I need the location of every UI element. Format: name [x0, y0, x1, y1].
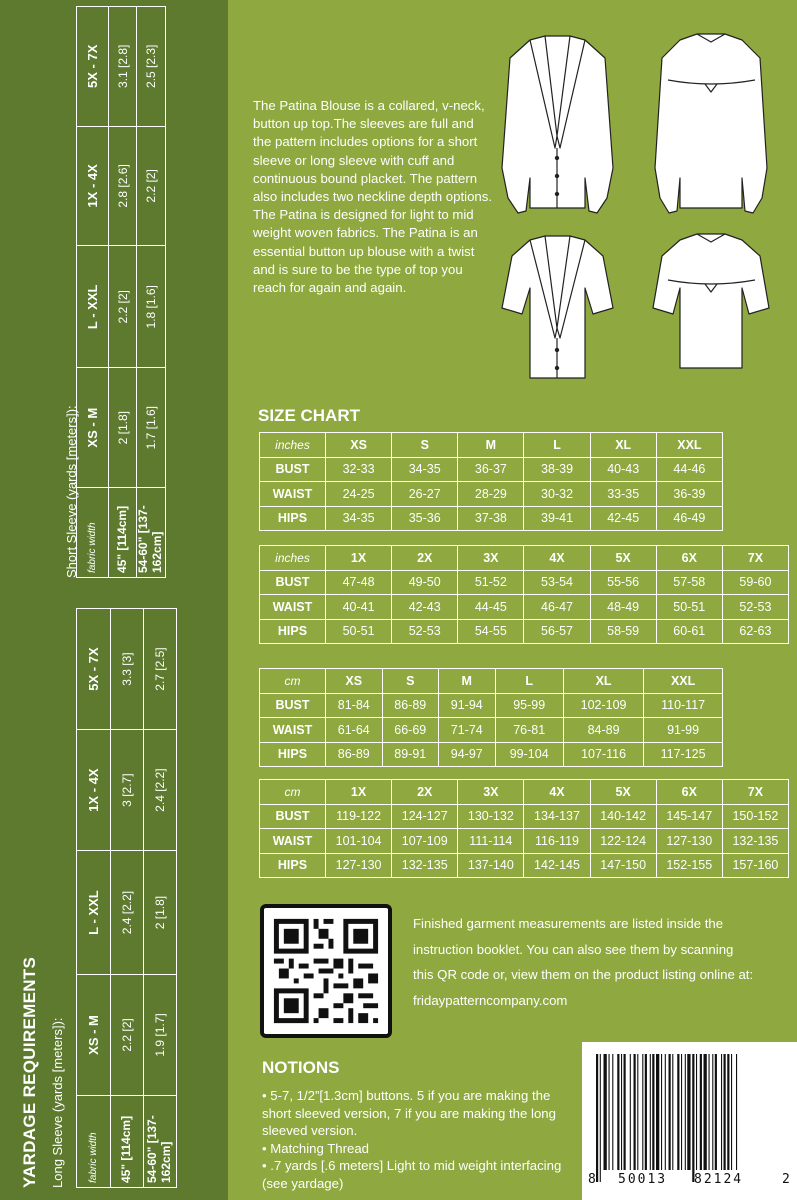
- size-cell: 40-43: [590, 457, 656, 482]
- size-cell: 137-140: [458, 853, 524, 878]
- yardage-cell: 2.2 [2]: [109, 246, 137, 368]
- short-sleeve-front-illustration: [502, 236, 613, 378]
- size-cell: 44-45: [458, 595, 524, 620]
- row-label: BUST: [260, 693, 326, 718]
- size-cell: 152-155: [656, 853, 722, 878]
- qr-code[interactable]: [260, 904, 392, 1038]
- barcode-bar: [724, 1054, 726, 1170]
- size-cell: 34-35: [326, 506, 392, 531]
- size-chart-title: SIZE CHART: [258, 406, 360, 425]
- barcode-bar: [712, 1054, 713, 1170]
- measurements-note-line: this QR code or, view them on the product listing online at:: [413, 967, 754, 982]
- row-label: WAIST: [260, 595, 326, 620]
- barcode-bar: [642, 1054, 643, 1170]
- size-cell: 111-114: [458, 829, 524, 854]
- yardage-panel: [0, 0, 228, 1200]
- barcode-bar: [696, 1054, 697, 1170]
- size-cell: 81-84: [326, 693, 383, 718]
- row-label: 54-60" [137-162cm]: [137, 488, 166, 578]
- yardage-cell: 2.2 [2]: [137, 126, 166, 246]
- size-cell: 59-60: [722, 570, 788, 595]
- size-cell: 38-39: [524, 457, 590, 482]
- long-sleeve-front-illustration: [502, 36, 613, 213]
- size-header: M: [439, 669, 496, 694]
- notions-list: [262, 1087, 572, 1192]
- row-label: WAIST: [260, 482, 326, 507]
- size-cell: 52-53: [392, 619, 458, 644]
- barcode-bar: [736, 1054, 737, 1170]
- measurements-note-line: Finished garment measurements are listed inside the: [413, 916, 724, 931]
- unit-label: cm: [260, 780, 326, 805]
- unit-label: inches: [260, 546, 326, 571]
- barcode-digit: 2: [782, 1172, 790, 1187]
- size-cell: 50-51: [656, 595, 722, 620]
- size-header: 5X - 7X: [77, 609, 111, 730]
- row-label: BUST: [260, 570, 326, 595]
- barcode-bar: [624, 1054, 626, 1170]
- size-cell: 132-135: [392, 853, 458, 878]
- size-header: XXL: [644, 669, 723, 694]
- barcode-bar: [604, 1054, 607, 1170]
- size-table-cm-standard: [259, 668, 723, 767]
- size-header: 4X: [524, 780, 590, 805]
- yardage-cell: 2.4 [2.2]: [144, 730, 177, 851]
- barcode-bar: [617, 1054, 619, 1170]
- barcode-bar: [645, 1054, 647, 1170]
- size-cell: 140-142: [590, 804, 656, 829]
- barcode-digit: 82124: [694, 1172, 744, 1187]
- size-cell: 66-69: [382, 718, 439, 743]
- size-cell: 24-25: [326, 482, 392, 507]
- barcode-bar: [669, 1054, 671, 1170]
- barcode-bar: [600, 1054, 601, 1182]
- barcode-bar: [721, 1054, 722, 1170]
- size-cell: 56-57: [524, 619, 590, 644]
- barcode-bar: [634, 1054, 636, 1170]
- barcode-bar: [612, 1054, 613, 1170]
- size-cell: 42-43: [392, 595, 458, 620]
- size-cell: 150-152: [722, 804, 788, 829]
- barcode-bar: [685, 1054, 686, 1170]
- size-cell: 26-27: [392, 482, 458, 507]
- size-header: 6X: [656, 780, 722, 805]
- barcode-digit: 50013: [618, 1172, 668, 1187]
- long-sleeve-label: Long Sleeve (yards [meters]):: [50, 1017, 65, 1188]
- size-cell: 86-89: [382, 693, 439, 718]
- size-cell: 32-33: [326, 457, 392, 482]
- short-sleeve-label: Short Sleeve (yards [meters]):: [64, 405, 79, 578]
- yardage-cell: 3 [2.7]: [111, 730, 144, 851]
- size-cell: 157-160: [722, 853, 788, 878]
- notions-item: • .7 yards [.6 meters] Light to mid weight interfacing (see yardage): [262, 1158, 562, 1191]
- yardage-cell: 2 [1.8]: [144, 851, 177, 975]
- size-cell: 49-50: [392, 570, 458, 595]
- row-label: 54-60" [137-162cm]: [144, 1096, 177, 1188]
- size-header: L - XXL: [77, 851, 111, 975]
- size-header: 4X: [524, 546, 590, 571]
- yardage-cell: 2.2 [2]: [111, 974, 144, 1095]
- size-cell: 62-63: [722, 619, 788, 644]
- barcode-bar: [665, 1054, 666, 1170]
- size-cell: 84-89: [563, 718, 643, 743]
- qr-code-icon: [264, 908, 388, 1034]
- size-table-cm-plus: [259, 779, 789, 878]
- size-cell: 36-37: [458, 457, 524, 482]
- size-cell: 39-41: [524, 506, 590, 531]
- size-cell: 101-104: [326, 829, 392, 854]
- size-cell: 42-45: [590, 506, 656, 531]
- barcode-bar: [677, 1054, 679, 1170]
- size-cell: 130-132: [458, 804, 524, 829]
- size-cell: 48-49: [590, 595, 656, 620]
- size-header: M: [458, 433, 524, 458]
- barcode-bar: [661, 1054, 662, 1170]
- barcode-bar: [637, 1054, 638, 1170]
- size-cell: 127-130: [326, 853, 392, 878]
- barcode-bar: [672, 1054, 673, 1170]
- size-cell: 47-48: [326, 570, 392, 595]
- yardage-cell: 2 [1.8]: [109, 368, 137, 488]
- short-sleeve-back-illustration: [653, 234, 769, 368]
- barcode-bar: [681, 1054, 682, 1170]
- size-header: 1X: [326, 780, 392, 805]
- size-header: S: [392, 433, 458, 458]
- size-cell: 46-47: [524, 595, 590, 620]
- size-cell: 55-56: [590, 570, 656, 595]
- yardage-cell: 1.9 [1.7]: [144, 974, 177, 1095]
- size-cell: 46-49: [656, 506, 722, 531]
- notions-item: • 5-7, 1/2”[1.3cm] buttons. 5 if you are making the short sleeved version, 7 if you are making the long sleeved version.: [262, 1088, 556, 1138]
- size-cell: 53-54: [524, 570, 590, 595]
- size-cell: 40-41: [326, 595, 392, 620]
- barcode-bar: [630, 1054, 631, 1170]
- size-cell: 145-147: [656, 804, 722, 829]
- barcode-bar: [731, 1054, 732, 1170]
- measurements-note: [413, 911, 797, 1013]
- barcode-digit: 8: [588, 1172, 596, 1187]
- yardage-cell: 1.8 [1.6]: [137, 246, 166, 368]
- yardage-title: YARDAGE REQUIREMENTS: [20, 956, 39, 1188]
- size-cell: 30-32: [524, 482, 590, 507]
- size-cell: 107-116: [563, 742, 643, 767]
- size-cell: 124-127: [392, 804, 458, 829]
- garment-illustrations: [485, 18, 785, 388]
- size-cell: 122-124: [590, 829, 656, 854]
- barcode-bar: [687, 1054, 690, 1170]
- row-label: WAIST: [260, 829, 326, 854]
- yardage-title-wrap: [20, 957, 40, 1188]
- barcode-bar: [692, 1054, 694, 1182]
- yardage-cell: 2.5 [2.3]: [137, 7, 166, 127]
- row-label: WAIST: [260, 718, 326, 743]
- size-cell: 91-99: [644, 718, 723, 743]
- size-cell: 107-109: [392, 829, 458, 854]
- size-header: 2X: [392, 780, 458, 805]
- row-label: HIPS: [260, 853, 326, 878]
- notions-title: NOTIONS: [262, 1058, 340, 1077]
- size-cell: 86-89: [326, 742, 383, 767]
- size-cell: 37-38: [458, 506, 524, 531]
- size-header: L: [524, 433, 590, 458]
- size-header: 5X: [590, 780, 656, 805]
- row-label: HIPS: [260, 742, 326, 767]
- barcode-bar: [709, 1054, 710, 1170]
- size-cell: 54-55: [458, 619, 524, 644]
- size-header: L - XXL: [77, 246, 109, 368]
- size-cell: 52-53: [722, 595, 788, 620]
- size-cell: 91-94: [439, 693, 496, 718]
- size-cell: 127-130: [656, 829, 722, 854]
- size-cell: 99-104: [495, 742, 563, 767]
- fabric-width-label: fabric width: [77, 1096, 111, 1188]
- size-header: 7X: [722, 546, 788, 571]
- size-header: XS: [326, 669, 383, 694]
- size-cell: 28-29: [458, 482, 524, 507]
- barcode-icon: [582, 1042, 797, 1200]
- unit-label: inches: [260, 433, 326, 458]
- size-header: XS - M: [77, 974, 111, 1095]
- size-cell: 116-119: [524, 829, 590, 854]
- size-cell: 34-35: [392, 457, 458, 482]
- size-cell: 117-125: [644, 742, 723, 767]
- short-sleeve-table: [76, 6, 166, 578]
- size-header: L: [495, 669, 563, 694]
- size-cell: 132-135: [722, 829, 788, 854]
- barcode-bar: [596, 1054, 598, 1182]
- size-cell: 76-81: [495, 718, 563, 743]
- row-label: BUST: [260, 457, 326, 482]
- barcode-bar: [652, 1054, 654, 1170]
- row-label: 45" [114cm]: [111, 1096, 144, 1188]
- size-cell: 50-51: [326, 619, 392, 644]
- size-cell: 142-145: [524, 853, 590, 878]
- barcode-bar: [700, 1054, 702, 1170]
- size-header: 6X: [656, 546, 722, 571]
- size-header: XL: [590, 433, 656, 458]
- size-header: 2X: [392, 546, 458, 571]
- yardage-cell: 3.3 [3]: [111, 609, 144, 730]
- measurements-note-line: instruction booklet. You can also see them by scanning: [413, 941, 734, 957]
- unit-label: cm: [260, 669, 326, 694]
- size-header: XS: [326, 433, 392, 458]
- yardage-cell: 1.7 [1.6]: [137, 368, 166, 488]
- size-cell: 94-97: [439, 742, 496, 767]
- notions-item: • Matching Thread: [262, 1140, 370, 1156]
- size-header: 1X - 4X: [77, 730, 111, 851]
- barcode-bar: [727, 1054, 729, 1170]
- barcode-bar: [609, 1054, 610, 1170]
- size-cell: 147-150: [590, 853, 656, 878]
- size-cell: 95-99: [495, 693, 563, 718]
- yardage-cell: 3.1 [2.8]: [109, 7, 137, 127]
- size-cell: 134-137: [524, 804, 590, 829]
- row-label: 45" [114cm]: [109, 488, 137, 578]
- size-cell: 51-52: [458, 570, 524, 595]
- barcode-bar: [650, 1054, 651, 1170]
- size-header: 7X: [722, 780, 788, 805]
- size-cell: 35-36: [392, 506, 458, 531]
- size-header: 3X: [458, 780, 524, 805]
- size-cell: 36-39: [656, 482, 722, 507]
- row-label: BUST: [260, 804, 326, 829]
- yardage-cell: 2.4 [2.2]: [111, 851, 144, 975]
- barcode-bar: [621, 1054, 622, 1170]
- yardage-cell: 2.7 [2.5]: [144, 609, 177, 730]
- size-cell: 89-91: [382, 742, 439, 767]
- website-link[interactable]: fridaypatterncompany.com: [413, 992, 568, 1008]
- size-cell: 33-35: [590, 482, 656, 507]
- fabric-width-label: fabric width: [77, 488, 109, 578]
- size-cell: 71-74: [439, 718, 496, 743]
- size-header: S: [382, 669, 439, 694]
- size-cell: 61-64: [326, 718, 383, 743]
- size-cell: 110-117: [644, 693, 723, 718]
- size-header: 3X: [458, 546, 524, 571]
- barcode-bar: [704, 1054, 707, 1170]
- yardage-cell: 2.8 [2.6]: [109, 126, 137, 246]
- barcode-bar: [656, 1054, 659, 1170]
- size-header: 1X - 4X: [77, 126, 109, 246]
- row-label: HIPS: [260, 619, 326, 644]
- size-header: XL: [563, 669, 643, 694]
- barcode: [582, 1042, 797, 1200]
- size-cell: 60-61: [656, 619, 722, 644]
- size-cell: 57-58: [656, 570, 722, 595]
- size-table-inches-plus: [259, 545, 789, 644]
- product-description: The Patina Blouse is a collared, v-neck, button up top.The sleeves are full and the pattern includes options for a short sleeve or long sleeve with cuff and continuous bound placket. The pattern also includes two neckline depth options. The Patina is designed for light to mid weight woven fabrics. The Patina is an essential button up blouse with a twist and is sure to be the type of top you reach for again and again.: [253, 98, 492, 296]
- size-header: XS - M: [77, 368, 109, 488]
- long-sleeve-label-wrap: [50, 978, 65, 1188]
- size-cell: 58-59: [590, 619, 656, 644]
- row-label: HIPS: [260, 506, 326, 531]
- size-header: 5X - 7X: [77, 7, 109, 127]
- size-cell: 102-109: [563, 693, 643, 718]
- size-header: XXL: [656, 433, 722, 458]
- size-table-inches-standard: [259, 432, 723, 531]
- long-sleeve-table: [76, 608, 177, 1188]
- size-cell: 44-46: [656, 457, 722, 482]
- size-cell: 119-122: [326, 804, 392, 829]
- barcode-bar: [715, 1054, 717, 1170]
- size-header: 1X: [326, 546, 392, 571]
- long-sleeve-back-illustration: [655, 34, 767, 213]
- size-header: 5X: [590, 546, 656, 571]
